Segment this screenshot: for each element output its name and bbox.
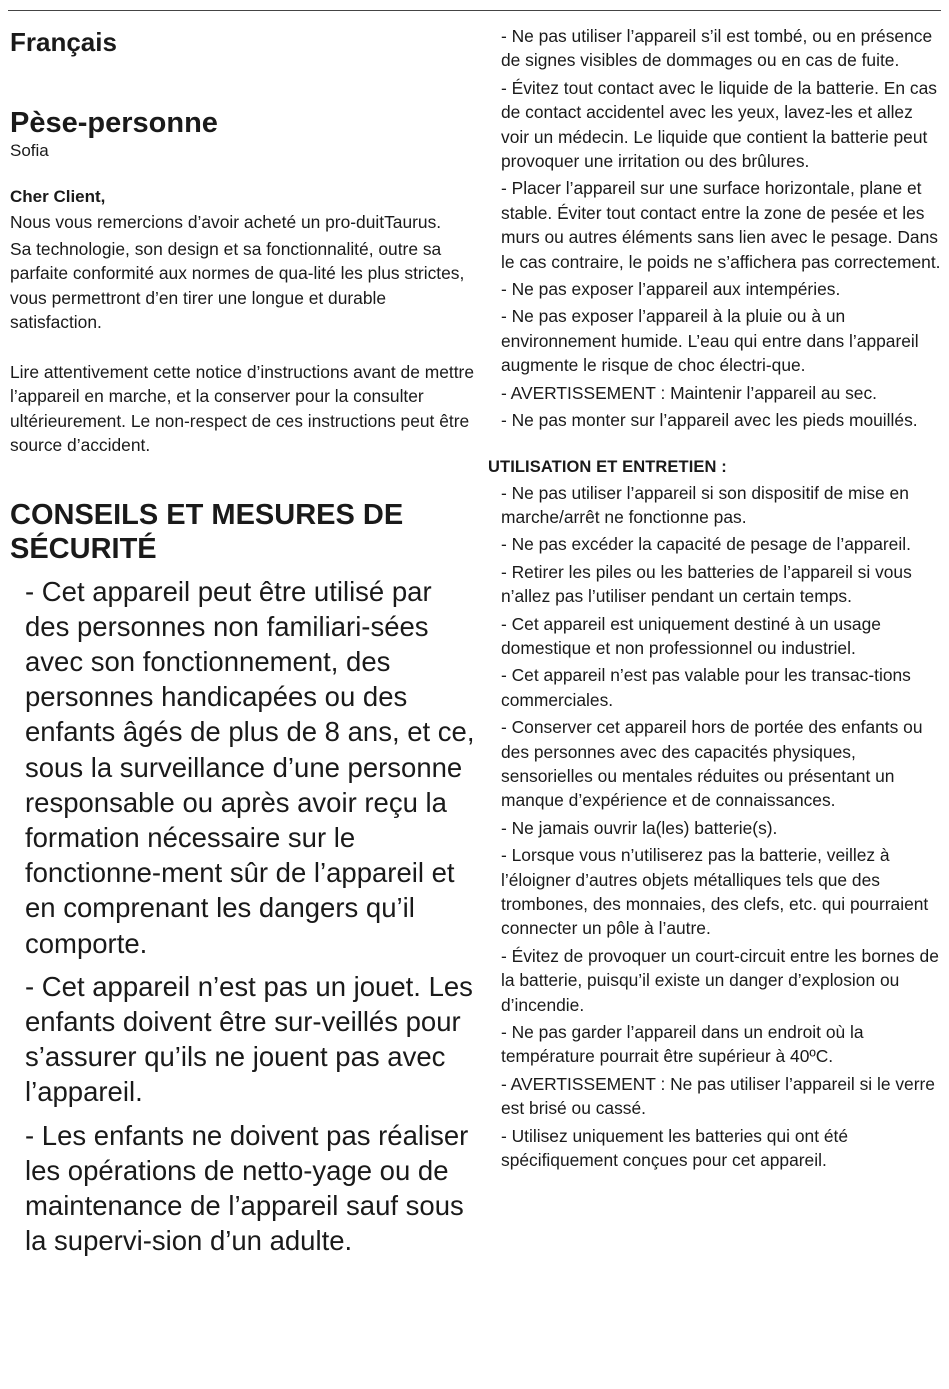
safety-item: - Ne pas exposer l’appareil aux intempéries.	[501, 279, 841, 300]
safety-item-large: - Cet appareil peut être utilisé par des personnes non familiari-sées avec son fonctionnement, des personnes handicapées ou des enfants âgés de plus de 8 ans, et ce, sous la surveillance d’une personne responsable ou après avoir reçu la formation nécessaire sur le fonctionne-ment sûr de l’appareil et en comprenant les dangers qu’il comporte.	[25, 575, 475, 959]
usage-item: - Utilisez uniquement les batteries qui ont été spécifiquement conçues pour cet appareil.	[501, 1125, 849, 1171]
safety-item-large: - Cet appareil n’est pas un jouet. Les enfants doivent être sur-veillés pour s’assurer qu’ils ne jouent pas avec l’appareil.	[25, 970, 473, 1108]
safety-item: - Ne pas utiliser l’appareil s’il est tombé, ou en présence de signes visibles de dommages ou en cas de fuite.	[501, 26, 933, 71]
greeting: Cher Client,	[10, 187, 106, 206]
safety-item-large: - Les enfants ne doivent pas réaliser les opérations de netto-yage ou de maintenance de l’appareil sauf sous la supervi-sion d’un adulte.	[25, 1119, 469, 1257]
intro-paragraph: Nous vous remercions d’avoir acheté un pro-duitTaurus.	[10, 212, 442, 232]
usage-item: - Ne pas excéder la capacité de pesage de l’appareil.	[501, 534, 911, 555]
usage-item: - Cet appareil est uniquement destiné à un usage domestique et non professionnel ou industriel.	[501, 613, 881, 658]
usage-heading: UTILISATION ET ENTRETIEN :	[488, 457, 727, 476]
usage-item: - Ne jamais ouvrir la(les) batterie(s).	[501, 817, 778, 838]
usage-item: - Retirer les piles ou les batteries de l’appareil si vous n’allez pas l’utiliser pendant un certain temps.	[501, 561, 912, 607]
safety-item: - AVERTISSEMENT : Maintenir l’appareil au sec.	[501, 382, 877, 403]
top-rule	[8, 10, 941, 11]
language-heading: Français	[10, 27, 117, 57]
usage-item: - Ne pas utiliser l’appareil si son dispositif de mise en marche/arrêt ne fonctionne pas.	[501, 482, 909, 527]
left-column	[10, 26, 480, 1266]
safety-item: - Placer l’appareil sur une surface horizontale, plane et stable. Éviter tout contact entre la zone de pesée et les murs ou autres éléments sans lien avec le pesage. Dans le cas contraire, le poids ne s’affichera pas correctement.	[501, 178, 941, 272]
usage-item: - Conserver cet appareil hors de portée des enfants ou des personnes avec des capacités physiques, sensorielles ou mentales réduites ou présentant un manque d’expérience et de connaissances.	[501, 717, 923, 811]
safety-item: - Ne pas monter sur l’appareil avec les pieds mouillés.	[501, 410, 918, 431]
usage-item: - Cet appareil n’est pas valable pour les transac-tions commerciales.	[501, 665, 911, 710]
usage-item: - Lorsque vous n’utiliserez pas la batterie, veillez à l’éloigner d’autres objets métalliques tels que des trombones, des monnaies, des clefs, etc. qui pourraient connecter un pôle à l’autre.	[501, 845, 929, 939]
usage-item: - Évitez de provoquer un court-circuit entre les bornes de la batterie, puisqu’il existe un danger d’explosion ou d’incendie.	[501, 945, 939, 1015]
model-name: Sofia	[10, 141, 49, 160]
safety-heading: CONSEILS ET MESURES DE SÉCURITÉ	[10, 498, 404, 565]
usage-item: - Ne pas garder l’appareil dans un endroit où la température pourrait être supérieur à 40ºC.	[501, 1022, 864, 1067]
product-title: Pèse-personne	[10, 107, 218, 139]
intro-paragraph: Sa technologie, son design et sa fonctionnalité, outre sa parfaite conformité aux normes de qua-lité les plus strictes, vous permettront d’en tirer une longue et durable satisfaction.	[10, 238, 465, 332]
usage-item: - AVERTISSEMENT : Ne pas utiliser l’appareil si le verre est brisé ou cassé.	[501, 1073, 935, 1119]
safety-item: - Évitez tout contact avec le liquide de la batterie. En cas de contact accidentel avec les yeux, lavez-les et allez voir un médecin. Le liquide que contient la batterie peut provoquer une irritation ou des brûlures.	[501, 77, 937, 172]
read-notice: Lire attentivement cette notice d’instructions avant de mettre l’appareil en marche, et la conserver pour la consulter ultérieurement. Le non-respect de ces instructions peut être source d’accident.	[10, 361, 474, 455]
right-column	[488, 24, 944, 1175]
safety-item: - Ne pas exposer l’appareil à la pluie ou à un environnement humide. L’eau qui entre dans l’appareil augmente le risque de choc électri-que.	[501, 306, 919, 376]
